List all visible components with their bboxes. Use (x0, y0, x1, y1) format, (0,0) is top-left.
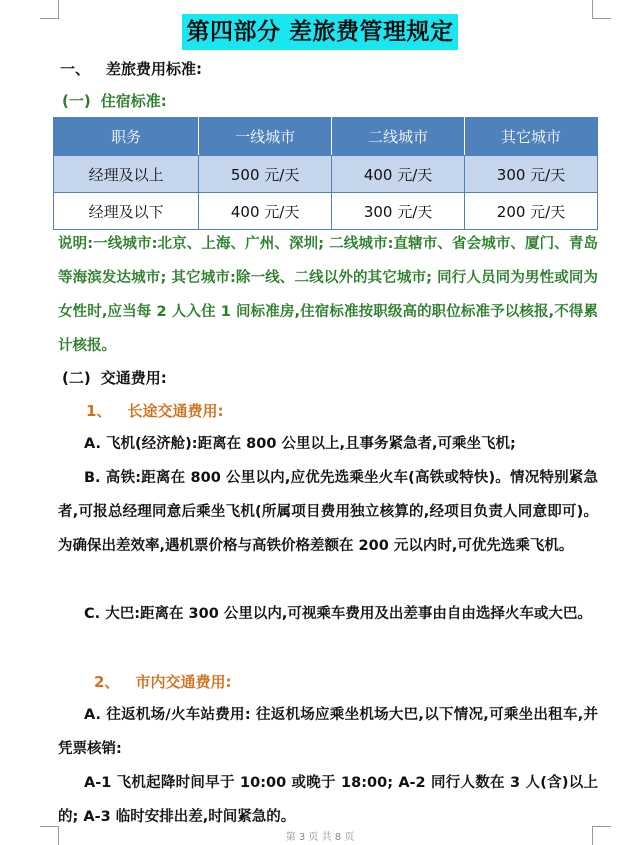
table-header-cell: 其它城市 (465, 118, 598, 156)
table-header-row (54, 118, 598, 156)
subsection-number: (一) (62, 92, 91, 110)
item-heading-long-distance (86, 399, 223, 423)
item-label: 市内交通费用: (135, 673, 232, 691)
table-cell: 经理及以上 (54, 156, 199, 193)
paragraph-airport-transfer: A. 往返机场/火车站费用: 往返机场应乘坐机场大巴,以下情况,可乘坐出租车,并凭票核销: (58, 707, 598, 757)
table-cell: 300 元/天 (465, 156, 598, 193)
subsection-heading-lodging (62, 89, 167, 113)
paragraph-high-speed-rail: B. 高铁:距离在 800 公里以内,应优先选乘坐火车(高铁或特快)。情况特别紧急者,可报总经理同意后乘坐飞机(所属项目费用独立核算的,经项目负责人同意即可)。为确保出差效率,遇机票价格与高铁价格差额在 200 元以内时,可优先选乘飞机。 (58, 470, 598, 554)
table-cell: 300 元/天 (332, 193, 465, 230)
lodging-note: 说明:一线城市:北京、上海、广州、深圳; 二线城市:直辖市、省会城市、厦门、青岛等海滨发达城市; 其它城市:除一线、二线以外的其它城市; 同行人员同为男性或同为女性时,应当每 2 人入住 1 间标准房,住宿标准按职级高的职位标准予以核报,不得累计核报。 (58, 236, 598, 354)
table-header-cell: 二线城市 (332, 118, 465, 156)
page-title: 第四部分 差旅费管理规定 (182, 14, 457, 50)
item-number: 2、 (94, 673, 120, 691)
table-header-cell: 职务 (54, 118, 199, 156)
section-number: 一、 (60, 60, 91, 78)
item-heading-city-transport (94, 670, 231, 694)
section-heading (60, 57, 202, 81)
subsection-label: 交通费用: (100, 369, 167, 387)
item-label: 长途交通费用: (127, 402, 224, 420)
table-cell: 400 元/天 (332, 156, 465, 193)
paragraph-bus: C. 大巴:距离在 300 公里以内,可视乘车费用及出差事由自由选择火车或大巴。 (84, 606, 592, 622)
table-row (54, 193, 598, 230)
item-number: 1、 (86, 402, 112, 420)
subsection-label: 住宿标准: (100, 92, 167, 110)
table-cell: 400 元/天 (199, 193, 332, 230)
subsection-heading-transport (62, 366, 167, 390)
subsection-number: (二) (62, 369, 91, 387)
paragraph-taxi-conditions: A-1 飞机起降时间早于 10:00 或晚于 18:00; A-2 同行人数在 3 人(含)以上的; A-3 临时安排出差,时间紧急的。 (58, 775, 598, 825)
title-container (0, 14, 640, 50)
table-cell: 经理及以下 (54, 193, 199, 230)
lodging-standard-table (53, 117, 598, 230)
page-footer: 第 3 页 共 8 页 (285, 832, 355, 843)
table-row (54, 156, 598, 193)
table-header-cell: 一线城市 (199, 118, 332, 156)
paragraph-airplane: A. 飞机(经济舱):距离在 800 公里以上,且事务紧急者,可乘坐飞机; (84, 436, 516, 452)
table-cell: 200 元/天 (465, 193, 598, 230)
section-label: 差旅费用标准: (106, 60, 203, 78)
table-cell: 500 元/天 (199, 156, 332, 193)
